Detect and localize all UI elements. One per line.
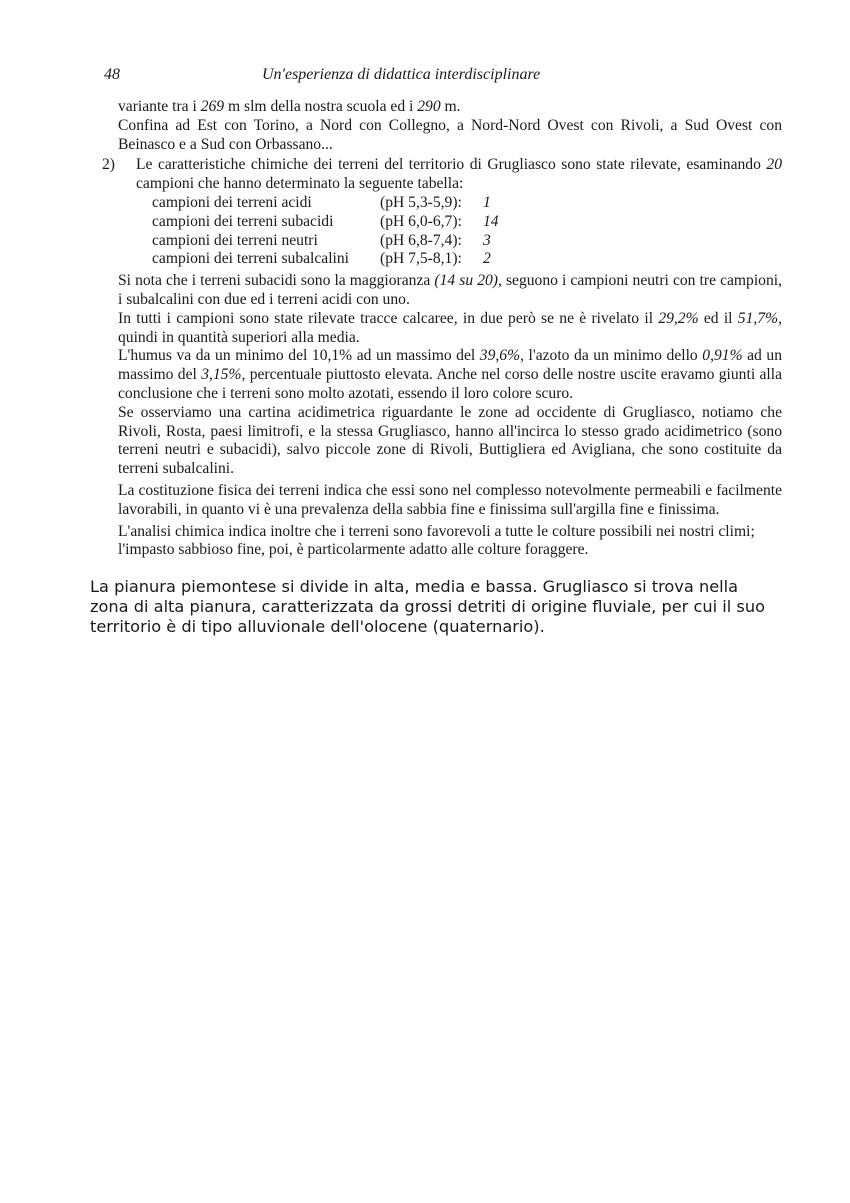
list-item-2 <box>102 156 782 194</box>
row-range: (pH 5,3-5,9): <box>380 193 462 211</box>
body-text <box>102 98 783 560</box>
row-label: campioni dei terreni acidi <box>152 193 312 211</box>
intro-borders: Confina ad Est con Torino, a Nord con Collegno, a Nord-Nord Ovest con Rivoli, a Sud Ovest con Beinasco e a Sud con Orbassano... <box>118 116 782 153</box>
ph-table <box>152 194 499 269</box>
running-title: Un'esperienza di didattica interdisciplinare <box>262 66 541 83</box>
row-count: 1 <box>483 193 491 211</box>
paragraph-majority: Si nota che i terreni subacidi sono la maggioranza (14 su 20), seguono i campioni neutri con tre campioni, i subalcalini con due ed i terreni acidi con uno. <box>118 272 783 308</box>
list-number: 2) <box>102 156 115 174</box>
closing-paragraph <box>90 577 780 637</box>
closing-line: zona di alta pianura, caratterizzata da grossi detriti di origine fluviale, per cui il suo <box>90 597 766 616</box>
table-row <box>152 250 499 269</box>
row-count: 3 <box>483 231 491 249</box>
page-number: 48 <box>104 66 120 83</box>
row-label: campioni dei terreni neutri <box>152 231 318 249</box>
paragraph-chemical-analysis: L'analisi chimica indica inoltre che i terreni sono favorevoli a tutte le colture possibili nei nostri climi; l'impasto sabbioso fine, poi, è particolarmente adatto alle colture foraggere. <box>118 522 755 559</box>
row-label: campioni dei terreni subalcalini <box>152 250 350 268</box>
row-range: (pH 7,5-8,1): <box>380 250 462 268</box>
intro-altitude: variante tra i 269 m slm della nostra scuola ed i 290 m. <box>118 98 461 115</box>
paragraph-physical: La costituzione fisica dei terreni indica che essi sono nel complesso notevolmente permeabili e facilmente lavorabili, in quanto vi è una prevalenza della sabbia fine e finissima sull'argilla fine e finissima. <box>118 481 782 518</box>
row-count: 14 <box>483 212 499 230</box>
closing-line: territorio è di tipo alluvionale dell'olocene (quaternario). <box>90 617 545 636</box>
table-row <box>152 194 499 213</box>
page-header <box>104 66 754 86</box>
table-row <box>152 232 499 251</box>
row-range: (pH 6,8-7,4): <box>380 231 462 249</box>
paragraph-acidimetric-map: Se osserviamo una cartina acidimetrica riguardante le zone ad occidente di Grugliasco, notiamo che Rivoli, Rosta, paesi limitrofi, e la stessa Grugliasco, hanno all'incirca lo stesso grado acidimetrico (sono terreni neutri e subacidi), salvo piccole zone di Rivoli, Buttigliera ed Avigliana, che sono costituite da terreni subalcalini. <box>118 403 782 478</box>
paragraph-humus: L'humus va da un minimo del 10,1% ad un massimo del 39,6%, l'azoto da un minimo dello 0,91% ad un massimo del 3,15%, percentuale piuttosto elevata. Anche nel corso delle nostre uscite eravamo giunti alla conclusione che i terreni sono molto azotati, essendo il loro colore scuro. <box>118 347 782 402</box>
row-label: campioni dei terreni subacidi <box>152 212 334 230</box>
paragraph-calcareous: In tutti i campioni sono state rilevate tracce calcaree, in due però se ne è rivelato il 29,2% ed il 51,7%, quindi in quantità superiori alla media. <box>118 309 782 346</box>
item2-text: Le caratteristiche chimiche dei terreni del territorio di Grugliasco sono state rilevate, esaminando 20 campioni che hanno determinato la seguente tabella: <box>136 156 782 193</box>
row-count: 2 <box>483 250 491 268</box>
table-row <box>152 213 499 232</box>
closing-line: La pianura piemontese si divide in alta, media e bassa. Grugliasco si trova nella <box>90 577 739 596</box>
row-range: (pH 6,0-6,7): <box>380 212 462 230</box>
